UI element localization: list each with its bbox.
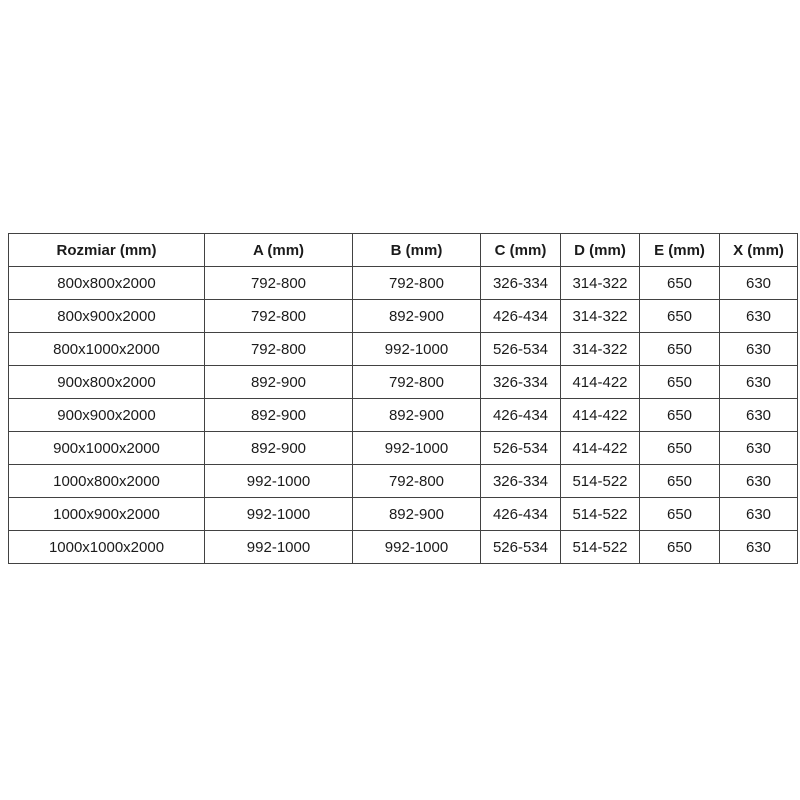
table-row [9, 366, 798, 399]
cell-b: 992-1000 [353, 432, 481, 465]
cell-e: 650 [640, 333, 720, 366]
table-row [9, 432, 798, 465]
column-header-a: A (mm) [205, 234, 353, 267]
cell-x: 630 [720, 267, 798, 300]
cell-a: 892-900 [205, 399, 353, 432]
table-row [9, 267, 798, 300]
cell-d: 414-422 [561, 399, 640, 432]
cell-x: 630 [720, 465, 798, 498]
column-header-d: D (mm) [561, 234, 640, 267]
cell-a: 992-1000 [205, 465, 353, 498]
cell-x: 630 [720, 300, 798, 333]
cell-b: 992-1000 [353, 333, 481, 366]
column-header-c: C (mm) [481, 234, 561, 267]
table-row [9, 498, 798, 531]
cell-rozmiar: 800x800x2000 [9, 267, 205, 300]
cell-c: 426-434 [481, 399, 561, 432]
cell-d: 514-522 [561, 498, 640, 531]
cell-c: 526-534 [481, 432, 561, 465]
cell-x: 630 [720, 531, 798, 564]
cell-c: 326-334 [481, 465, 561, 498]
dimensions-table [8, 233, 798, 564]
cell-x: 630 [720, 432, 798, 465]
cell-a: 892-900 [205, 366, 353, 399]
cell-d: 414-422 [561, 432, 640, 465]
table-row [9, 333, 798, 366]
table-row [9, 465, 798, 498]
cell-e: 650 [640, 498, 720, 531]
cell-b: 892-900 [353, 300, 481, 333]
cell-rozmiar: 900x800x2000 [9, 366, 205, 399]
cell-a: 992-1000 [205, 498, 353, 531]
column-header-e: E (mm) [640, 234, 720, 267]
cell-a: 792-800 [205, 300, 353, 333]
column-header-rozmiar: Rozmiar (mm) [9, 234, 205, 267]
header-row [9, 234, 798, 267]
cell-d: 514-522 [561, 531, 640, 564]
cell-rozmiar: 1000x800x2000 [9, 465, 205, 498]
cell-x: 630 [720, 366, 798, 399]
cell-e: 650 [640, 300, 720, 333]
cell-b: 892-900 [353, 399, 481, 432]
cell-e: 650 [640, 531, 720, 564]
table-row [9, 531, 798, 564]
cell-b: 992-1000 [353, 531, 481, 564]
cell-c: 526-534 [481, 531, 561, 564]
cell-d: 514-522 [561, 465, 640, 498]
cell-c: 326-334 [481, 267, 561, 300]
column-header-x: X (mm) [720, 234, 798, 267]
cell-x: 630 [720, 333, 798, 366]
cell-d: 314-322 [561, 333, 640, 366]
cell-c: 426-434 [481, 498, 561, 531]
cell-x: 630 [720, 498, 798, 531]
cell-rozmiar: 800x1000x2000 [9, 333, 205, 366]
column-header-b: B (mm) [353, 234, 481, 267]
cell-d: 414-422 [561, 366, 640, 399]
cell-e: 650 [640, 267, 720, 300]
cell-a: 992-1000 [205, 531, 353, 564]
cell-rozmiar: 800x900x2000 [9, 300, 205, 333]
cell-rozmiar: 900x1000x2000 [9, 432, 205, 465]
cell-x: 630 [720, 399, 798, 432]
cell-b: 792-800 [353, 366, 481, 399]
cell-d: 314-322 [561, 267, 640, 300]
cell-e: 650 [640, 366, 720, 399]
cell-c: 326-334 [481, 366, 561, 399]
cell-c: 426-434 [481, 300, 561, 333]
cell-b: 792-800 [353, 465, 481, 498]
cell-a: 792-800 [205, 267, 353, 300]
table-row [9, 399, 798, 432]
table-row [9, 300, 798, 333]
cell-b: 792-800 [353, 267, 481, 300]
cell-rozmiar: 900x900x2000 [9, 399, 205, 432]
cell-d: 314-322 [561, 300, 640, 333]
cell-rozmiar: 1000x1000x2000 [9, 531, 205, 564]
cell-rozmiar: 1000x900x2000 [9, 498, 205, 531]
cell-a: 892-900 [205, 432, 353, 465]
cell-a: 792-800 [205, 333, 353, 366]
cell-e: 650 [640, 432, 720, 465]
cell-c: 526-534 [481, 333, 561, 366]
cell-b: 892-900 [353, 498, 481, 531]
cell-e: 650 [640, 399, 720, 432]
cell-e: 650 [640, 465, 720, 498]
